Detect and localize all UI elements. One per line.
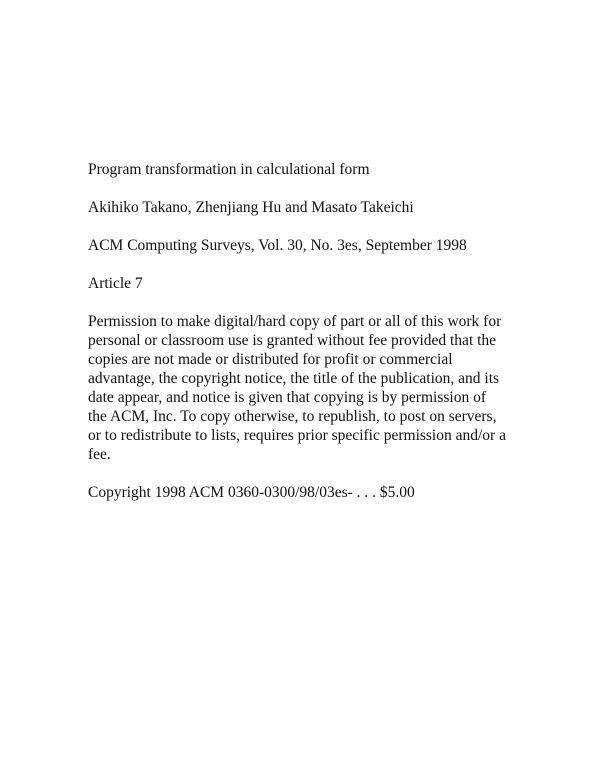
permission-line: Permission to make digital/hard copy of part or all of this work for	[88, 313, 502, 330]
document-authors: Akihiko Takano, Zhenjiang Hu and Masato Takeichi	[88, 199, 414, 216]
permission-line: date appear, and notice is given that copying is by permission of	[88, 389, 486, 406]
permission-line: advantage, the copyright notice, the title of the publication, and its	[88, 370, 500, 387]
document-title: Program transformation in calculational form	[88, 161, 370, 178]
copyright-line: Copyright 1998 ACM 0360-0300/98/03es- . . . $5.00	[88, 484, 415, 501]
permission-line: copies are not made or distributed for profit or commercial	[88, 351, 453, 368]
permission-line: fee.	[88, 446, 111, 463]
permission-line: personal or classroom use is granted without fee provided that the	[88, 332, 497, 349]
article-number: Article 7	[88, 275, 143, 292]
permission-line: the ACM, Inc. To copy otherwise, to republish, to post on servers,	[88, 408, 497, 425]
permission-line: or to redistribute to lists, requires prior specific permission and/or a	[88, 427, 506, 444]
permission-notice	[88, 312, 558, 464]
document-body	[88, 160, 558, 502]
publication-venue: ACM Computing Surveys, Vol. 30, No. 3es, September 1998	[88, 237, 467, 254]
